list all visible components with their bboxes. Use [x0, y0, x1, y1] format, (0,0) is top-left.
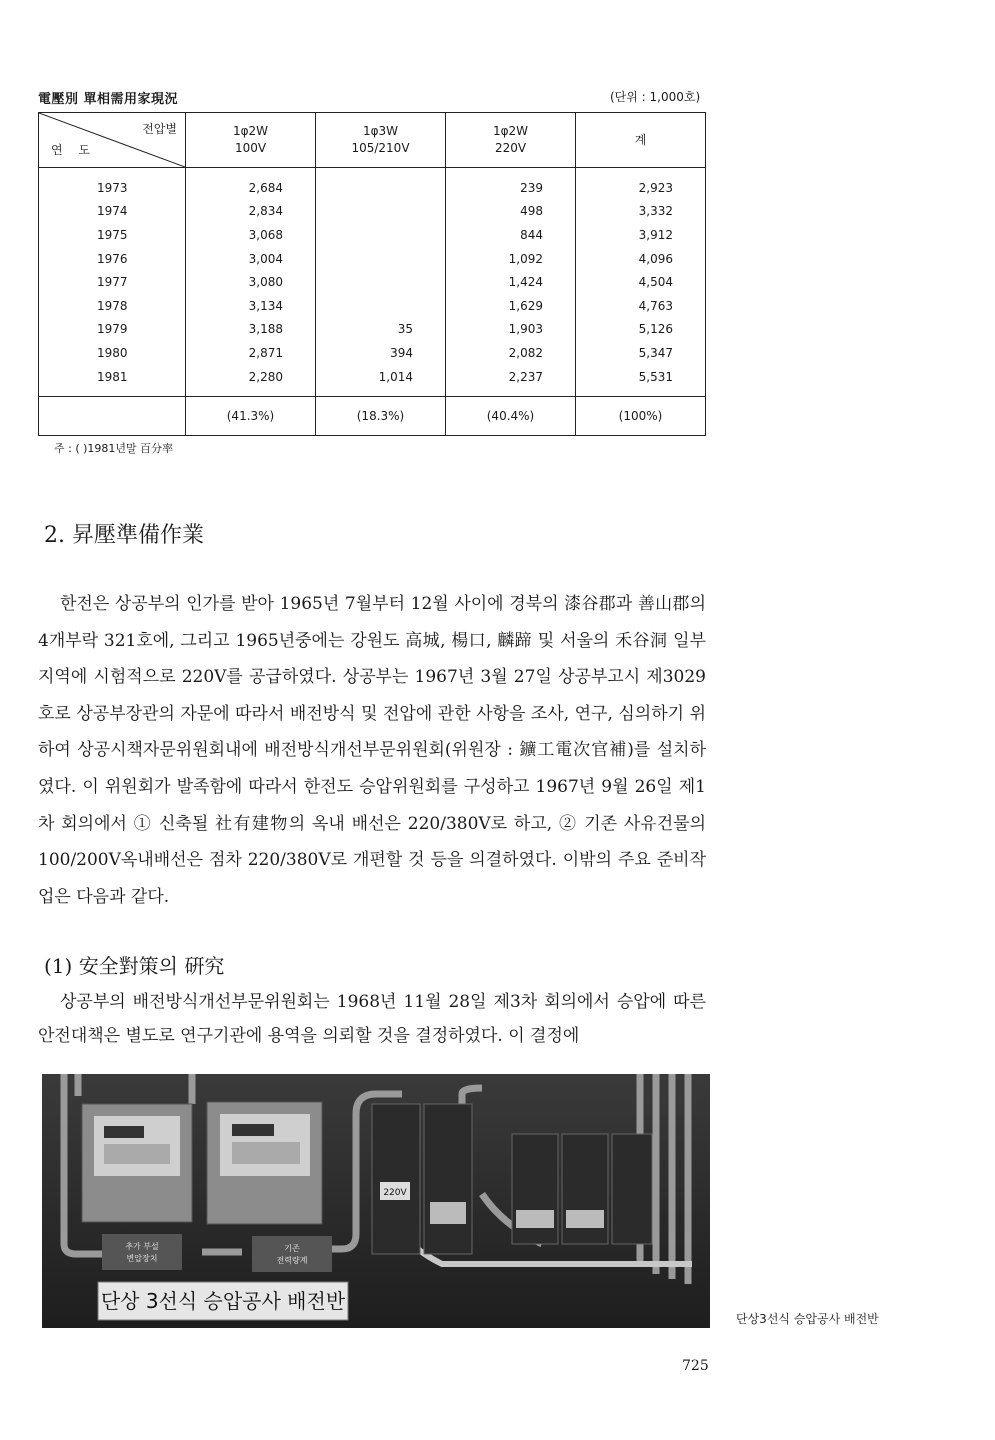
svg-text:추가 부설: 추가 부설: [125, 1242, 159, 1251]
header-year: 연 도: [51, 143, 96, 157]
table-row: 1978 3,134 1,629 4,763: [39, 294, 706, 318]
page-number: 725: [682, 1358, 709, 1374]
table-note: 주 : ( )1981년말 百分率: [54, 442, 174, 455]
table-row: 1976 3,004 1,092 4,096: [39, 247, 706, 271]
diagonal-header-cell: [39, 113, 186, 168]
svg-text:변압장치: 변압장치: [126, 1254, 158, 1263]
header-col-total: 계: [576, 113, 706, 168]
table-row: 1975 3,068 844 3,912: [39, 223, 706, 247]
table-row: 1980 2,871 394 2,082 5,347: [39, 341, 706, 365]
svg-text:기존: 기존: [284, 1244, 300, 1253]
svg-text:220V: 220V: [383, 1188, 407, 1198]
section-heading: 2. 昇壓準備作業: [44, 523, 204, 548]
header-col-220v: 1φ2W 220V: [446, 113, 576, 168]
table-row: 1981 2,280 1,014 2,237 5,531: [39, 365, 706, 397]
table-row: 1973 2,684 239 2,923: [39, 168, 706, 200]
header-col-100v: 1φ2W 100V: [186, 113, 316, 168]
svg-text:전력량계: 전력량계: [276, 1256, 308, 1265]
photo-caption: 단상3선식 승압공사 배전반: [736, 1312, 879, 1326]
subsection-paragraph: 상공부의 배전방식개선부문위원회는 1968년 11월 28일 제3차 회의에서 승압에 따른 안전대책은 별도로 연구기관에 용역을 의뢰할 것을 결정하였다. 이 결정에: [38, 992, 706, 1046]
table-title: 電壓別 單相需用家現況: [38, 92, 179, 107]
table-row: 1974 2,834 498 3,332: [39, 200, 706, 224]
percentage-row: (41.3%) (18.3%) (40.4%) (100%): [39, 397, 706, 436]
header-voltage: 전압별: [142, 122, 177, 136]
switchboard-photo: [42, 1074, 710, 1328]
subsection-heading: (1) 安全對策의 硏究: [44, 954, 225, 978]
header-col-105v: 1φ3W 105/210V: [316, 113, 446, 168]
section-paragraph: 한전은 상공부의 인가를 받아 1965년 7월부터 12월 사이에 경북의 漆谷郡과 善山郡의 4개부락 321호에, 그리고 1965년중에는 강원도 高城, 楊口, 麟蹄 및 서울의 禾谷洞 일부지역에 시험적으로 220V를 공급하였다. 상공부는 1967년 3월 27일 상공부고시 제3029호로 상공부장관의 자문에 따라서 배전방식 및 전압에 관한 사항을 조사, 연구, 심의하기 위하여 상공시책자문위원회내에 배전방식개선부문위원회(위원장 : 鑛工電次官補)를 설치하였다. 이 위원회가 발족함에 따라서 한전도 승압위원회를 구성하고 1967년 9월 26일 제1차 회의에서 ① 신축될 社有建物의 옥내 배선은 220/380V로 하고, ② 기존 사유건물의 100/200V옥내배선은 점차 220/380V로 개편할 것 등을 의결하였다. 이밖의 주요 준비작업은 다음과 같다.: [38, 594, 706, 907]
table-unit: (단위 : 1,000호): [610, 90, 701, 104]
sign-text: 단상 3선식 승압공사 배전반: [100, 1289, 346, 1313]
consumer-stats-table: [38, 112, 706, 436]
table-row: 1979 3,188 35 1,903 5,126: [39, 318, 706, 342]
table-row: 1977 3,080 1,424 4,504: [39, 270, 706, 294]
